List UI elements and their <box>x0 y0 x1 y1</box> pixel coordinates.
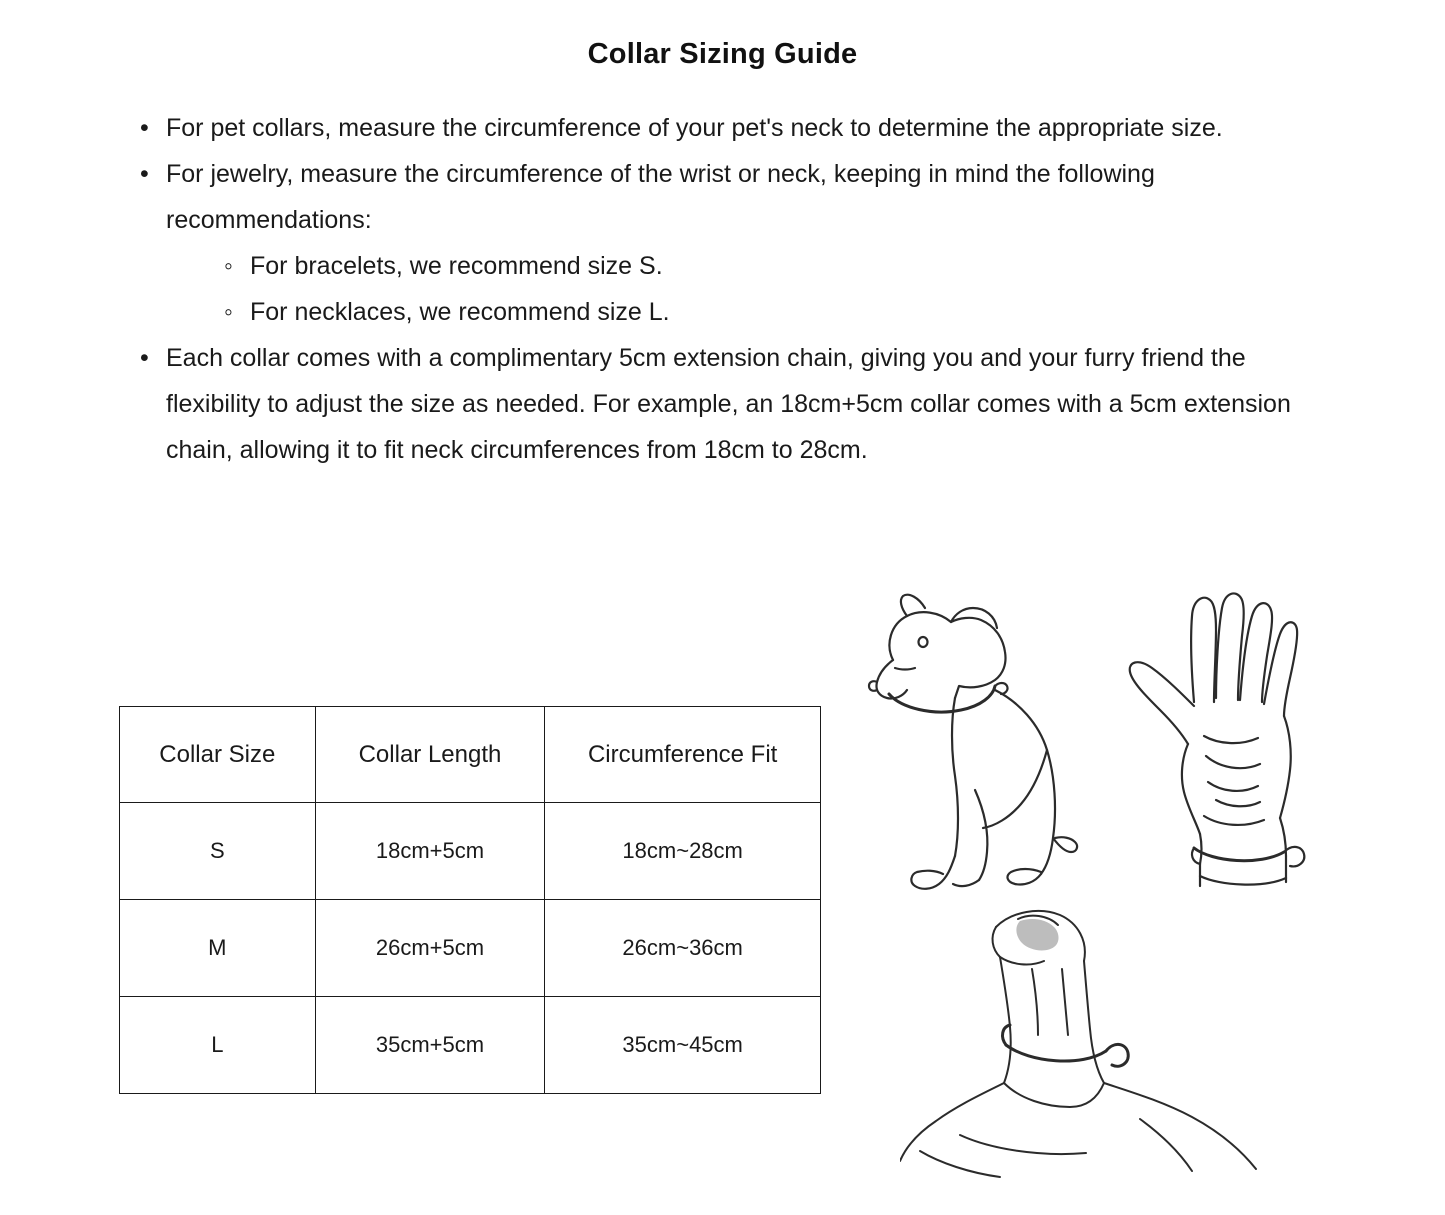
table-cell-fit: 35cm~45cm <box>545 997 821 1094</box>
table-cell-size: L <box>120 997 316 1094</box>
list-item-text: For jewelry, measure the circumference of the wrist or neck, keeping in mind the following recommendations: <box>166 160 1155 234</box>
list-item <box>140 335 1335 473</box>
sub-list-item-text: For bracelets, we recommend size S. <box>250 252 663 280</box>
table-row <box>120 997 821 1094</box>
table-cell-length: 26cm+5cm <box>315 900 545 997</box>
page-title: Collar Sizing Guide <box>587 38 858 70</box>
sub-list-item-text: For necklaces, we recommend size L. <box>250 298 670 326</box>
sizing-guide-page <box>0 38 1445 1215</box>
human-neck-measure-illustration <box>900 903 1320 1208</box>
hand-wrist-measure-illustration <box>1108 586 1338 921</box>
size-table <box>119 706 821 1094</box>
table-cell-length: 35cm+5cm <box>315 997 545 1094</box>
table-header-row <box>120 707 821 803</box>
list-item-text: For pet collars, measure the circumference of your pet's neck to determine the appropriate size. <box>166 114 1223 142</box>
sub-list-item <box>224 243 1335 289</box>
table-header-cell: Collar Length <box>315 707 545 803</box>
list-item-text: Each collar comes with a complimentary 5cm extension chain, giving you and your furry friend the flexibility to adjust the size as needed. For example, an 18cm+5cm collar comes with a 5cm extension chain, allowing it to fit neck circumferences from 18cm to 28cm. <box>166 344 1291 464</box>
table-cell-size: M <box>120 900 316 997</box>
table-row <box>120 803 821 900</box>
table-header-cell: Collar Size <box>120 707 316 803</box>
table-header-cell: Circumference Fit <box>545 707 821 803</box>
sub-list-item <box>224 289 1335 335</box>
table-cell-fit: 26cm~36cm <box>545 900 821 997</box>
table-cell-length: 18cm+5cm <box>315 803 545 900</box>
list-item <box>140 105 1335 151</box>
table-cell-size: S <box>120 803 316 900</box>
sub-list <box>166 243 1335 335</box>
dog-measure-illustration <box>855 590 1095 915</box>
guidance-list <box>0 105 1445 473</box>
table-row <box>120 900 821 997</box>
table-cell-fit: 18cm~28cm <box>545 803 821 900</box>
list-item <box>140 151 1335 335</box>
